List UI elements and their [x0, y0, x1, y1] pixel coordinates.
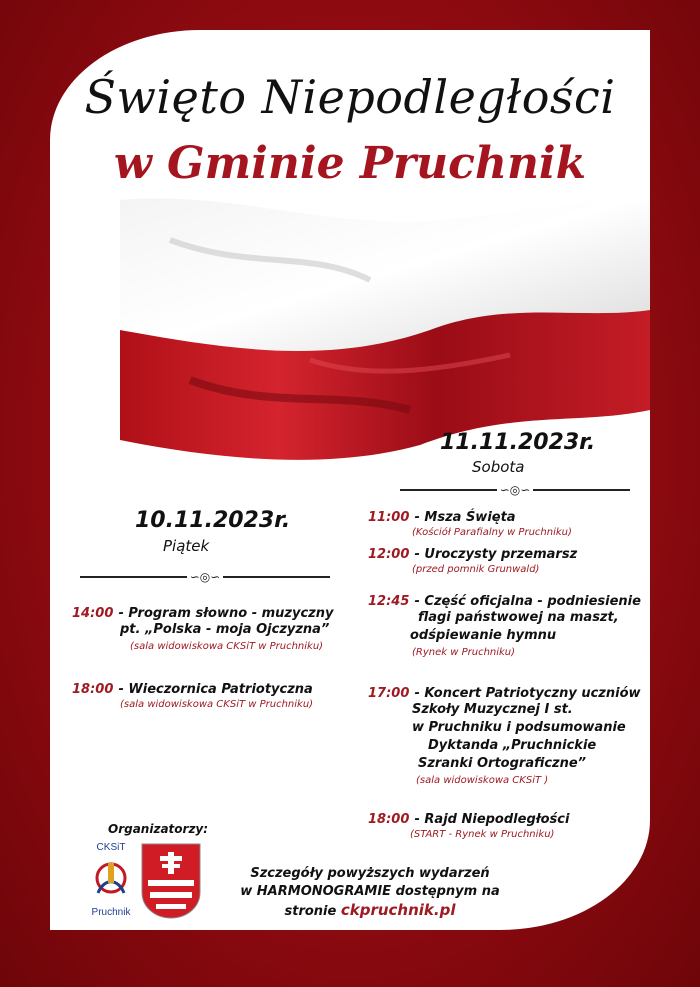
footer-line-3-prefix: stronie — [284, 904, 337, 919]
cksit-logo-top-text: CKSiT — [96, 842, 126, 853]
event-location: (Rynek w Pruchniku) — [412, 647, 516, 658]
event-desc: Msza Święta — [424, 510, 516, 525]
event-desc-2: pt. „Polska - moja Ojczyzna” — [120, 622, 330, 637]
event-desc-2: flagi państwowej na maszt, — [418, 610, 619, 625]
cksit-emblem-icon — [86, 853, 136, 903]
event-time: 11:00 — [368, 510, 410, 525]
organizers-label: Organizatorzy: — [108, 822, 209, 836]
footer-info — [220, 865, 520, 921]
event-desc-4: Dyktanda „Pruchnickie — [428, 738, 597, 753]
saturday-divider — [400, 483, 630, 497]
event-location: (przed pomnik Grunwald) — [412, 564, 540, 575]
saturday-event-5: 18:00 - Rajd Niepodległości (START - Rynek w Pruchniku) — [368, 808, 648, 840]
polish-flag-image — [110, 180, 650, 470]
friday-day: Piątek — [163, 537, 210, 555]
saturday-event-2: 12:00 - Uroczysty przemarsz (przed pomnik Grunwald) — [368, 543, 648, 575]
event-time: 14:00 — [72, 606, 114, 621]
friday-date: 10.11.2023r. — [135, 508, 291, 533]
event-time: 18:00 — [72, 682, 114, 697]
event-location: (START - Rynek w Pruchniku) — [410, 829, 555, 840]
event-desc-3: w Pruchniku i podsumowanie — [412, 720, 626, 735]
event-desc: Program słowno - muzyczny — [128, 606, 334, 621]
event-desc: Rajd Niepodległości — [424, 812, 570, 827]
title-line-1: Święto Niepodległości — [84, 70, 616, 124]
saturday-event-3: 12:45 - Część oficjalna - podniesienie flagi państwowej na maszt, odśpiewanie hymnu (Rynek w Pruchniku) — [368, 590, 648, 658]
ornament-icon: ∽◎∽ — [499, 483, 531, 497]
event-time: 17:00 — [368, 686, 410, 701]
saturday-event-4: 17:00 - Koncert Patriotyczny uczniów Szkoły Muzycznej I st. w Pruchniku i podsumowanie Dyktanda „Pruchnickie Szranki Ortograficzne” (sala widowiskowa CKSiT ) — [368, 682, 648, 786]
cksit-logo — [86, 842, 136, 922]
event-desc-2: Szkoły Muzycznej I st. — [412, 702, 573, 717]
friday-divider — [80, 570, 330, 584]
ornament-icon: ∽◎∽ — [189, 570, 221, 584]
saturday-event-1: 11:00 - Msza Święta (Kościół Parafialny w Pruchniku) — [368, 506, 648, 538]
event-time: 12:00 — [368, 547, 410, 562]
event-location: (sala widowiskowa CKSiT ) — [416, 775, 549, 786]
event-desc: Uroczysty przemarsz — [424, 547, 578, 562]
event-desc: Koncert Patriotyczny uczniów — [424, 686, 641, 701]
event-desc-3: odśpiewanie hymnu — [410, 628, 557, 643]
saturday-date: 11.11.2023r. — [440, 430, 596, 455]
cksit-logo-bottom-text: Pruchnik — [91, 907, 131, 918]
friday-event-2: 18:00 - Wieczornica Patriotyczna (sala widowiskowa CKSiT w Pruchniku) — [72, 678, 342, 710]
pruchnik-coat-of-arms-icon — [140, 842, 202, 920]
event-time: 18:00 — [368, 812, 410, 827]
footer-line-2: w HARMONOGRAMIE dostępnym na — [240, 884, 500, 899]
event-desc: Część oficjalna - podniesienie — [424, 594, 641, 609]
title-line-2: w Gminie Pruchnik — [113, 138, 587, 189]
event-time: 12:45 — [368, 594, 410, 609]
website-link[interactable]: ckpruchnik.pl — [340, 901, 456, 919]
footer-line-1: Szczegóły powyższych wydarzeń — [250, 866, 490, 881]
saturday-day: Sobota — [472, 458, 525, 476]
event-location: (sala widowiskowa CKSiT w Pruchniku) — [120, 699, 314, 710]
event-desc-5: Szranki Ortograficzne” — [418, 756, 587, 771]
event-desc: Wieczornica Patriotyczna — [128, 682, 313, 697]
event-location: (Kościół Parafialny w Pruchniku) — [412, 527, 572, 538]
poster-card — [50, 30, 650, 930]
event-location: (sala widowiskowa CKSiT w Pruchniku) — [130, 641, 324, 652]
friday-event-1: 14:00 - Program słowno - muzyczny pt. „Polska - moja Ojczyzna” (sala widowiskowa CKSiT w Pruchniku) — [72, 602, 342, 652]
